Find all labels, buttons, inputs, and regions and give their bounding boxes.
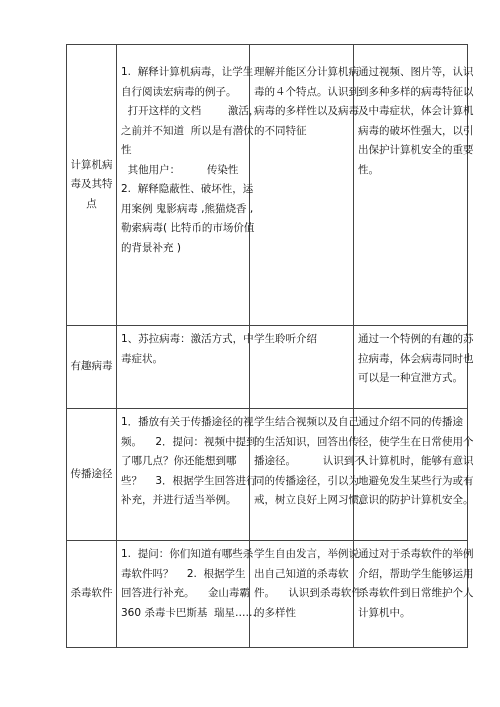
lesson-plan-table	[66, 44, 474, 648]
activity-line: 1．播放有关于传播途径的视	[121, 416, 254, 428]
activity-line: 频。 2．提问：视频中提到	[121, 435, 257, 448]
teacher-activity-cell	[117, 45, 260, 326]
student-line: 学生自由发言，举例说	[254, 548, 359, 560]
activity-line: 2. 解释隐蔽性、破坏性，运	[121, 183, 254, 195]
purpose-line: 地避免发生某些行为或有	[358, 474, 474, 487]
student-activity-cell	[250, 326, 354, 409]
student-line: 理解并能区分计算机病	[254, 66, 359, 78]
student-line: 的不同特征	[254, 124, 307, 137]
topic-cell	[67, 326, 117, 409]
activity-line: 性	[121, 144, 132, 156]
topic-line: 点	[86, 197, 97, 210]
purpose-line: 介绍，帮助学生能够运用	[358, 567, 474, 580]
purpose-line: 病毒的破坏性强大，以引	[358, 124, 474, 137]
purpose-line: 通过介绍不同的传播途	[358, 416, 463, 428]
design-purpose-cell	[354, 541, 474, 648]
activity-line: 1. 提问：你们知道有哪些杀	[121, 548, 254, 560]
student-line: 学生聆听介绍	[254, 333, 317, 345]
table-row-antivirus	[67, 541, 468, 648]
activity-line: 毒软件吗？ 2. 根据学生	[121, 567, 246, 580]
purpose-line: 计算机中。	[358, 606, 411, 619]
activity-line: 勒索病毒( 比特币的市场价值	[121, 222, 255, 234]
topic-line: 传播途径	[70, 467, 113, 480]
table-row-virus-features	[67, 45, 468, 326]
student-line: 同的传播途径，引以为	[254, 474, 359, 487]
purpose-line: 通过视频、图片等，认识	[358, 66, 474, 78]
topic-cell	[67, 541, 117, 648]
activity-line: 了哪几点？你还能想到哪	[121, 455, 237, 467]
topic-line: 毒及其特	[70, 178, 113, 191]
student-line: 出自己知道的杀毒软	[254, 567, 349, 580]
student-line: 毒的４个特点。认识到	[254, 85, 359, 98]
purpose-line: 拉病毒，体会病毒同时也	[358, 352, 474, 365]
student-line: 播途径。 认识到不	[254, 455, 365, 467]
activity-line: 毒症状。	[121, 352, 163, 365]
topic-line: 杀毒软件	[70, 587, 113, 600]
activity-line: 打开这样的文档 激活，	[121, 105, 260, 117]
student-activity-cell	[250, 541, 362, 648]
purpose-line: 人计算机时，能够有意识	[358, 455, 474, 467]
activity-line: 些？ 3．根据学生回答进行	[121, 474, 257, 487]
purpose-line: 通过一个特例的有趣的苏	[358, 333, 474, 345]
student-activity-cell	[250, 409, 370, 541]
topic-line: 有趣病毒	[70, 360, 113, 373]
purpose-line: 可以是一种宣泄方式。	[358, 372, 463, 384]
activity-line: 回答进行补充。 金山毒霸	[121, 587, 250, 599]
teacher-activity-cell	[117, 409, 257, 541]
purpose-line: 及中毒症状，体会计算机	[358, 105, 474, 117]
student-line: 学生结合视频以及自己	[254, 416, 359, 428]
activity-line: 之前并不知道 所以是有潜伏	[121, 124, 254, 137]
purpose-line: 到多种多样的病毒特征以	[358, 85, 474, 98]
purpose-line: 意识的防护计算机安全。	[358, 494, 474, 506]
student-line: 病毒的多样性以及病毒	[254, 105, 359, 117]
student-line: 戒，树立良好上网习惯。	[254, 494, 370, 506]
design-purpose-cell	[354, 409, 474, 541]
activity-line: 其他用户： 传染性	[121, 163, 239, 176]
teacher-activity-cell	[117, 541, 257, 648]
table-row-interesting-virus	[67, 326, 468, 409]
activity-line: 的背景补充 )	[121, 241, 181, 254]
activity-line: 1. 解释计算机病毒，让学生	[121, 66, 254, 78]
activity-line: 补充，并进行适当举例。	[121, 494, 237, 506]
student-activity-cell	[250, 45, 359, 326]
activity-line: 360 杀毒卡巴斯基 瑞星……	[121, 606, 257, 619]
activity-line: 用案例 鬼影病毒 ,熊猫烧香 ,	[121, 202, 254, 215]
purpose-line: 杀毒软件到日常维护个人	[358, 587, 474, 599]
topic-cell	[67, 45, 117, 326]
purpose-line: 出保护计算机安全的重要	[358, 144, 474, 156]
student-line: 件。 认识到杀毒软件	[254, 587, 362, 599]
table-row-transmission	[67, 409, 468, 541]
student-line: 的多样性	[254, 606, 296, 619]
topic-cell	[67, 409, 117, 541]
student-line: 的生活知识，回答出传	[254, 435, 359, 448]
teacher-activity-cell	[117, 326, 254, 409]
design-purpose-cell	[354, 326, 474, 409]
activity-line: 自行阅读宏病毒的例子。	[121, 85, 237, 98]
design-purpose-cell	[354, 45, 474, 326]
purpose-line: 性。	[358, 163, 379, 176]
activity-line: 1、苏拉病毒：激活方式，中	[121, 333, 254, 345]
topic-line: 计算机病	[70, 158, 113, 171]
purpose-line: 径，使学生在日常使用个	[358, 435, 474, 448]
purpose-line: 通过对于杀毒软件的举例	[358, 548, 474, 560]
